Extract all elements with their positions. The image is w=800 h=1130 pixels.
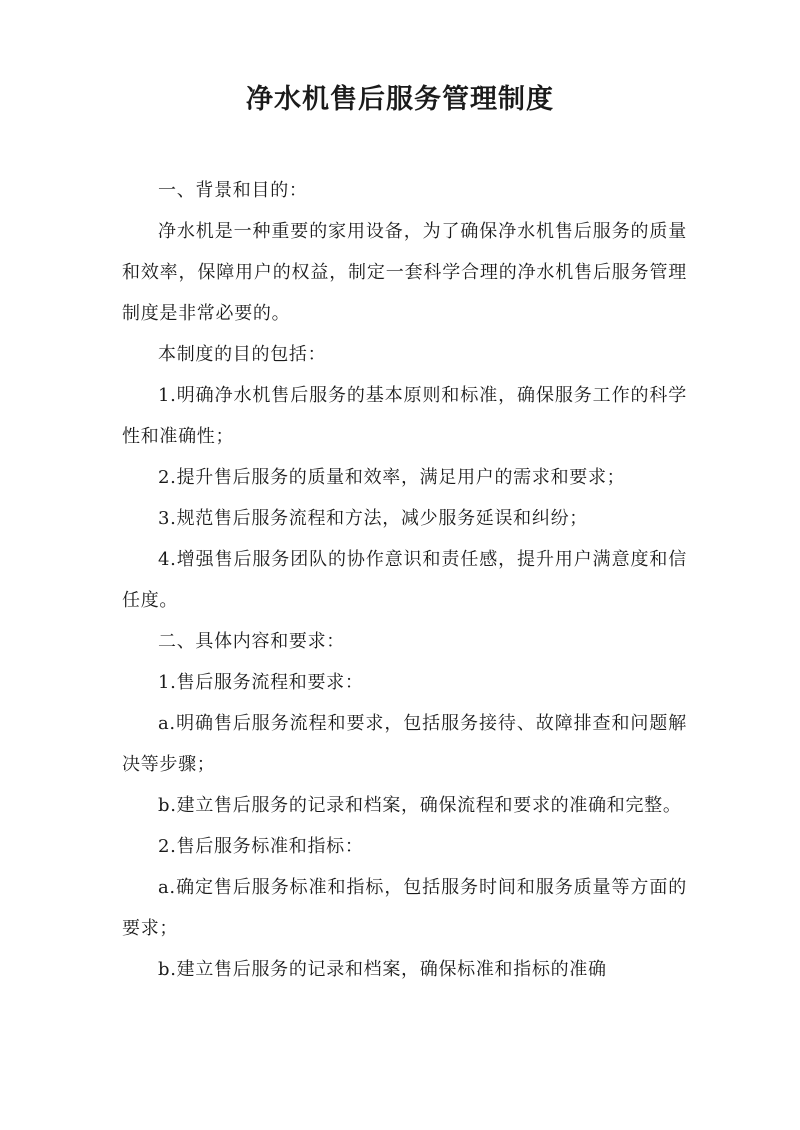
- section-heading-content: 二、具体内容和要求：: [158, 631, 345, 652]
- purpose-item-2: 2.提升售后服务的质量和效率，满足用户的需求和要求；: [158, 467, 626, 488]
- section-heading-background: 一、背景和目的：: [158, 180, 308, 201]
- subsection-heading-standards: 2.售后服务标准和指标：: [158, 836, 364, 857]
- subsection-heading-process: 1.售后服务流程和要求：: [158, 672, 364, 693]
- process-item-a: a.明确售后服务流程和要求，包括服务接待、故障排查和问题解决等步骤；: [122, 713, 687, 775]
- process-item-b: b.建立售后服务的记录和档案，确保流程和要求的准确和完整。: [158, 795, 682, 816]
- purpose-item-3: 3.规范售后服务流程和方法，减少服务延误和纠纷；: [158, 508, 588, 529]
- purpose-item-4: 4.增强售后服务团队的协作意识和责任感，提升用户满意度和信任度。: [122, 549, 687, 611]
- standards-item-a: a.确定售后服务标准和指标，包括服务时间和服务质量等方面的要求；: [122, 877, 687, 939]
- paragraph-purpose-lead: 本制度的目的包括：: [158, 344, 327, 365]
- document-title: 净水机售后服务管理制度: [246, 84, 554, 115]
- purpose-item-1: 1.明确净水机售后服务的基本原则和标准，确保服务工作的科学性和准确性；: [122, 385, 687, 447]
- paragraph-intro: 净水机是一种重要的家用设备，为了确保净水机售后服务的质量和效率，保障用户的权益，制定一套科学合理的净水机售后服务管理制度是非常必要的。: [122, 221, 687, 324]
- standards-item-b: b.建立售后服务的记录和档案，确保标准和指标的准确: [158, 959, 607, 980]
- document-body: [122, 170, 687, 990]
